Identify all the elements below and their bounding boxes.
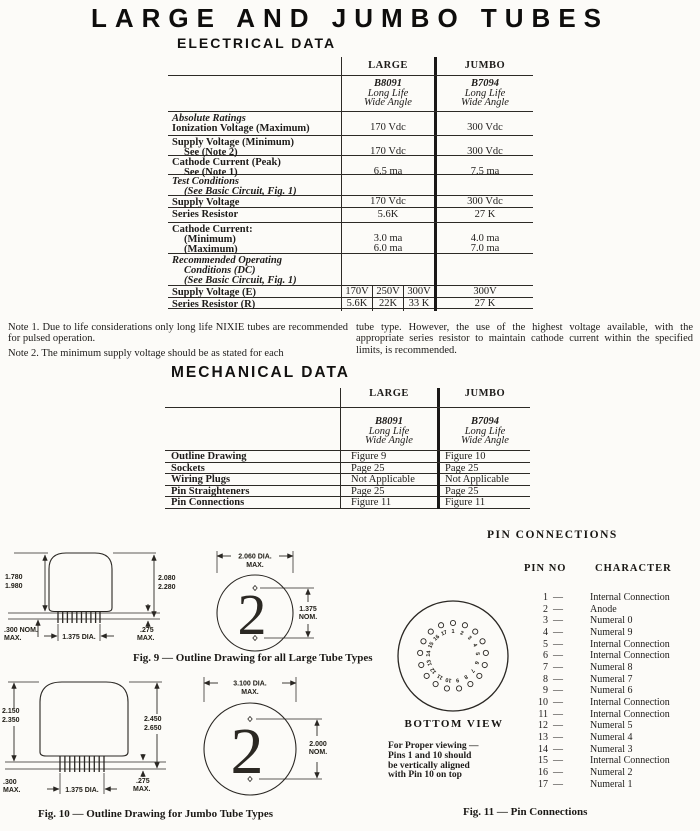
table-row: [168, 174, 533, 195]
tube-pins: [60, 756, 104, 772]
pin-character: Numeral 5: [590, 720, 633, 732]
jumbo-value: 300V: [434, 286, 533, 299]
jumbo-value: [434, 175, 533, 198]
tube-feature: Long Life: [464, 425, 506, 437]
row-label: Pin Straighteners: [171, 485, 250, 497]
large-value: Figure 9: [340, 451, 437, 462]
dash: —: [553, 766, 563, 778]
tube-model: B8091: [374, 416, 403, 428]
table-row: [165, 496, 530, 508]
tube-feature: Long Life: [464, 87, 506, 99]
tube-model: B8091: [373, 78, 402, 90]
jumbo-value: 27 K: [434, 208, 533, 222]
table-header-row: [165, 388, 530, 407]
dim-face-dia: 3.100 DIA.: [233, 680, 267, 688]
dash: —: [553, 661, 563, 673]
row-label-line: Supply Voltage: [172, 197, 240, 208]
tube-feature: Long Life: [367, 87, 409, 99]
jumbo-value: Not Applicable: [437, 474, 530, 485]
large-value-170v: 5.6K: [341, 298, 372, 311]
jumbo-column-header: JUMBO: [437, 388, 530, 407]
pin-number: 12: [538, 720, 548, 732]
dim-digit-height-nom: NOM.: [298, 614, 318, 621]
pin-number: 7: [543, 661, 548, 673]
jumbo-value: 300 Vdc: [434, 112, 533, 135]
pin-number: 5: [543, 638, 548, 650]
figure-10-outline-drawing: [0, 674, 380, 806]
pin-character: Numeral 9: [590, 626, 633, 638]
row-label: [168, 196, 341, 209]
pin-number: 11: [538, 708, 548, 720]
dash: —: [553, 720, 563, 732]
dim-digit-height-nom: NOM.: [308, 749, 328, 756]
pin-row: [518, 592, 700, 604]
row-label-line: (See Basic Circuit, Fig. 1): [184, 185, 297, 197]
dash: —: [553, 743, 563, 755]
pin-character: Numeral 0: [590, 615, 633, 627]
pin-row: [518, 767, 700, 779]
large-value-300v: 33 K: [403, 298, 434, 311]
jumbo-column-header: JUMBO: [434, 57, 533, 75]
value-line: 7.0 ma: [470, 242, 500, 254]
bottom-view-pin-circle: [419, 662, 424, 667]
bottom-view-pin-circle: [438, 623, 443, 628]
row-label: Outline Drawing: [171, 451, 247, 462]
pin-row: [518, 755, 700, 767]
dim-pin-circle-dia: 1.375 DIA.: [65, 787, 99, 794]
pin-character: Internal Connection: [590, 755, 670, 767]
viewing-note-line: be vertically aligned: [388, 760, 470, 771]
bottom-view-pin-number: 10: [445, 676, 453, 684]
pin-row: [518, 650, 700, 662]
pin-number: 2: [543, 603, 548, 615]
dash: —: [553, 673, 563, 685]
table-row: [168, 222, 533, 253]
table-row: [168, 297, 533, 308]
bottom-view-pin-circle: [418, 650, 423, 655]
jumbo-value: Figure 11: [437, 497, 530, 508]
bottom-view-pin-circle: [477, 673, 482, 678]
bottom-view-pin-number: 9: [455, 676, 460, 683]
subheader-spacer: [168, 76, 341, 111]
table-row: [168, 253, 533, 285]
bottom-view-pin-circle: [462, 623, 467, 628]
pin-row: [518, 732, 700, 744]
dash: —: [553, 603, 563, 615]
bottom-view-pin-number: 3: [466, 635, 473, 642]
bottom-view-pin-circle: [424, 673, 429, 678]
dim-base-max: MAX.: [3, 787, 21, 794]
row-label-line: Cathode Current:: [172, 224, 253, 235]
large-value: [341, 175, 434, 198]
large-value: 170 Vdc: [341, 196, 434, 209]
bottom-view-pin-number: 2: [459, 630, 465, 637]
figure-9-caption: Fig. 9 — Outline Drawing for all Large Tube Types: [133, 652, 373, 664]
pin-row: [518, 662, 700, 674]
bottom-view-pin-number: 13: [426, 658, 434, 667]
table-row: [168, 285, 533, 297]
row-label: Pin Connections: [171, 497, 245, 509]
large-column-header: LARGE: [341, 57, 434, 75]
tube-feature: Wide Angle: [364, 97, 412, 109]
jumbo-tube-side-view: [2, 682, 166, 794]
jumbo-value: Page 25: [437, 486, 530, 497]
table-subheader-row: [168, 75, 533, 111]
value-line: 6.0 ma: [373, 242, 403, 254]
bottom-view-pin-circle: [456, 686, 461, 691]
viewing-note-line: with Pin 10 on top: [388, 770, 462, 781]
dim-digit-height: 2.000: [309, 741, 327, 748]
large-tube-type: [340, 408, 437, 450]
pin-row: [518, 639, 700, 651]
dim-overall-height-max: 2.280: [158, 584, 176, 591]
pin-row: [518, 709, 700, 721]
dim-face-dia-max: MAX.: [246, 562, 264, 569]
pin-character: Numeral 2: [590, 766, 633, 778]
bottom-view-pin-number: 14: [425, 650, 433, 658]
tube-feature: Wide Angle: [461, 435, 509, 447]
dim-pin-length-max: MAX.: [137, 635, 155, 642]
table-row: [168, 195, 533, 207]
row-label: [168, 208, 341, 222]
pin-row: [518, 627, 700, 639]
dim-pin-circle-dia: 1.375 DIA.: [62, 634, 96, 641]
dim-height-min: 1.780: [5, 574, 23, 581]
pin-character: Numeral 7: [590, 673, 633, 685]
viewing-note-line: For Proper viewing —: [388, 741, 479, 751]
note-1: Note 1. Due to life considerations only long life NIXIE tubes are recommended for pulsed operation.: [8, 322, 348, 345]
pin-number: 10: [538, 696, 548, 708]
pin-row: [518, 604, 700, 616]
pin-character: Numeral 4: [590, 731, 633, 743]
dim-base-max: MAX.: [4, 635, 22, 642]
viewing-note-line: Pins 1 and 10 should: [388, 750, 472, 761]
row-label: Sockets: [171, 462, 205, 474]
nixie-digit: 2: [237, 582, 267, 647]
bottom-view-pin-circle: [482, 662, 487, 667]
large-value: [341, 254, 434, 286]
notes-column-left: [8, 322, 348, 359]
row-label: [168, 298, 341, 311]
bottom-view-pin-circle: [468, 681, 473, 686]
table-row: [168, 111, 533, 135]
bottom-view-pin-number: 16: [432, 633, 442, 643]
dash: —: [553, 731, 563, 743]
row-label-line: (Maximum): [184, 243, 238, 255]
figure-10-caption: Fig. 10 — Outline Drawing for Jumbo Tube Types: [38, 808, 274, 820]
section-label: Test Conditions: [172, 176, 240, 187]
dim-overall-height-min: 2.450: [144, 716, 162, 723]
row-label: [168, 254, 341, 286]
row-label-line: See (Note 1): [184, 166, 238, 178]
table-row: [165, 450, 530, 462]
bottom-view-pin-number: 1: [451, 629, 455, 635]
bottom-view-pin-number: 11: [436, 672, 445, 681]
bottom-view-pin-number: 8: [462, 673, 469, 680]
bottom-view-pin-circle: [450, 620, 455, 625]
bottom-view-pin-circle: [444, 686, 449, 691]
nixie-digit: 2: [230, 715, 264, 788]
dash: —: [553, 626, 563, 638]
jumbo-value: Figure 10: [437, 451, 530, 462]
dim-height-max: 2.350: [2, 717, 20, 724]
jumbo-tube-type: [434, 76, 533, 111]
pin-character: Internal Connection: [590, 696, 670, 708]
dim-digit-height: 1.375: [299, 606, 317, 613]
header-spacer: [168, 57, 341, 75]
large-tube-front-view: [217, 551, 317, 651]
row-label-line: Conditions (DC): [184, 264, 256, 276]
large-value: 6.5 ma: [341, 156, 434, 179]
table-header-row: [168, 57, 533, 75]
large-value: 170 Vdc: [341, 112, 434, 135]
large-tube-side-view: [4, 553, 176, 642]
pin-number: 15: [538, 755, 548, 767]
bottom-view-pin-circle: [483, 650, 488, 655]
row-label-line: Cathode Current (Peak): [172, 157, 281, 168]
tube-feature: Long Life: [368, 425, 410, 437]
pin-number: 9: [543, 685, 548, 697]
dim-pin-length: .275: [136, 778, 150, 785]
row-label-line: Ionization Voltage (Maximum): [172, 122, 310, 134]
viewing-note: [388, 742, 512, 781]
dim-base: .300: [3, 779, 17, 786]
dash: —: [553, 615, 563, 627]
pin-row: [518, 615, 700, 627]
jumbo-tube-type: [437, 408, 530, 450]
bottom-view-pin-circle: [433, 681, 438, 686]
dim-overall-height-min: 2.080: [158, 575, 176, 582]
row-label-line: Series Resistor: [172, 209, 239, 220]
large-value: Page 25: [340, 486, 437, 497]
table-row: [168, 207, 533, 222]
table-row: [168, 155, 533, 178]
electrical-data-table: [168, 57, 533, 309]
header-spacer: [165, 388, 340, 407]
pin-number: 16: [538, 766, 548, 778]
row-label: Wiring Plugs: [171, 474, 231, 486]
pin-connections-title: PIN CONNECTIONS: [487, 529, 618, 541]
pin-no-column-header: PIN NO: [524, 563, 567, 574]
dash: —: [553, 650, 563, 662]
large-value: 170 Vdc: [341, 136, 434, 159]
bottom-view-pin-circle: [480, 639, 485, 644]
page-title: LARGE AND JUMBO TUBES: [90, 3, 610, 33]
large-column-header: LARGE: [340, 388, 437, 407]
bottom-view-pin-circle: [421, 639, 426, 644]
large-value: [341, 223, 434, 255]
dim-overall-height-max: 2.650: [144, 725, 162, 732]
pin-character: Numeral 6: [590, 685, 633, 697]
table-subheader-row: [165, 407, 530, 450]
jumbo-value: [434, 254, 533, 286]
pin-character: Internal Connection: [590, 592, 670, 603]
pin-row: [518, 779, 700, 791]
dash: —: [553, 592, 563, 603]
subheader-spacer: [165, 408, 340, 450]
bottom-view-pin-number: 12: [429, 666, 439, 675]
row-label-line: (Minimum): [184, 233, 236, 245]
jumbo-value: 300 Vdc: [434, 196, 533, 209]
pin-number: 8: [543, 673, 548, 685]
character-column-header: CHARACTER: [595, 563, 672, 574]
pin-row: [518, 744, 700, 756]
bottom-view-pins: [418, 620, 489, 691]
pin-character: Internal Connection: [590, 650, 670, 662]
section-label: Absolute Ratings: [172, 113, 246, 124]
dim-base-nom: .300 NOM.: [4, 627, 38, 634]
large-value-250v: 250V: [372, 286, 403, 299]
dim-face-dia-max: MAX.: [241, 689, 259, 696]
dash: —: [553, 708, 563, 720]
electrical-data-heading: ELECTRICAL DATA: [177, 35, 337, 51]
large-value-170v: 170V: [341, 286, 372, 299]
dim-height-min: 2.150: [2, 708, 20, 715]
large-value: Not Applicable: [340, 474, 437, 485]
pin-character: Anode: [590, 603, 617, 615]
large-value: Figure 11: [340, 497, 437, 508]
row-label-line: Supply Voltage (Minimum): [172, 137, 294, 148]
large-value-300v: 300V: [403, 286, 434, 299]
large-value-250v: 22K: [372, 298, 403, 311]
table-row: [165, 473, 530, 485]
tube-model: B7094: [470, 416, 499, 428]
bottom-view-pin-number: 7: [468, 667, 476, 674]
pin-number: 17: [538, 778, 548, 790]
bottom-view-diagram: [390, 598, 518, 720]
pin-number: 1: [543, 592, 548, 603]
note-2: Note 2. The minimum supply voltage should be as stated for each: [8, 347, 284, 359]
bottom-view-caption: BOTTOM VIEW: [404, 718, 504, 730]
value-line: 4.0 ma: [470, 232, 500, 244]
table-row: [165, 462, 530, 474]
notes-column-right: tube type. However, the use of the highest voltage available, with the appropriate series resistor to maintain cathode current within the specified limits, is recommended.: [356, 322, 693, 356]
bottom-view-pin-number: 6: [472, 660, 480, 665]
mechanical-data-heading: MECHANICAL DATA: [171, 364, 350, 381]
section-label: Recommended Operating: [172, 255, 282, 266]
bottom-view-pin-number: 15: [427, 641, 436, 650]
dim-pin-length: .275: [140, 627, 154, 634]
dash: —: [553, 638, 563, 650]
bottom-view-pin-circle: [473, 629, 478, 634]
pin-row: [518, 674, 700, 686]
tube-feature: Wide Angle: [461, 97, 509, 109]
dash: —: [553, 696, 563, 708]
pin-row: [518, 685, 700, 697]
dash: —: [553, 778, 563, 790]
jumbo-tube-front-view: [204, 677, 327, 795]
dim-height-max: 1.980: [5, 583, 23, 590]
row-label-line: (See Basic Circuit, Fig. 1): [184, 274, 297, 286]
pin-number: 4: [543, 626, 548, 638]
pin-character: Numeral 1: [590, 778, 633, 790]
tube-model: B7094: [470, 78, 499, 90]
pin-character: Internal Connection: [590, 708, 670, 720]
large-value: Page 25: [340, 463, 437, 474]
pin-number: 14: [538, 743, 548, 755]
jumbo-value: Page 25: [437, 463, 530, 474]
pin-character: Numeral 8: [590, 661, 633, 673]
pin-character: Numeral 3: [590, 743, 633, 755]
value-line: 3.0 ma: [373, 232, 403, 244]
tube-feature: Wide Angle: [365, 435, 413, 447]
table-row: [168, 135, 533, 158]
dim-face-dia: 2.060 DIA.: [238, 553, 272, 561]
figure-11-caption: Fig. 11 — Pin Connections: [463, 806, 588, 818]
dash: —: [553, 755, 563, 767]
dim-pin-length-max: MAX.: [133, 786, 151, 793]
row-label: [168, 223, 341, 255]
bottom-view-pin-number: 4: [471, 642, 478, 649]
mechanical-data-table: [165, 388, 530, 509]
row-label: [168, 112, 341, 135]
pin-character: Internal Connection: [590, 638, 670, 650]
pin-number: 3: [543, 615, 548, 627]
bottom-view-pin-circle: [428, 629, 433, 634]
table-row: [165, 485, 530, 497]
bottom-view-pin-number: 17: [440, 629, 449, 638]
pin-connections-list: [518, 592, 700, 790]
pin-row: [518, 697, 700, 709]
bottom-view-pin-number: 5: [473, 651, 481, 656]
figure-9-outline-drawing: [2, 547, 376, 653]
large-value: 5.6K: [341, 208, 434, 222]
row-label-line: See (Note 2): [184, 146, 238, 158]
dash: —: [553, 685, 563, 697]
row-label: [168, 175, 341, 198]
row-label-line: Supply Voltage (E): [172, 287, 257, 298]
jumbo-value: 27 K: [434, 298, 533, 311]
pin-number: 13: [538, 731, 548, 743]
row-label-line: Series Resistor (R): [172, 299, 256, 310]
pin-number: 6: [543, 650, 548, 662]
row-label: [168, 286, 341, 299]
large-tube-type: [341, 76, 434, 111]
jumbo-value: [434, 223, 533, 255]
jumbo-value: 300 Vdc: [434, 136, 533, 159]
pin-row: [518, 720, 700, 732]
jumbo-value: 7.5 ma: [434, 156, 533, 179]
